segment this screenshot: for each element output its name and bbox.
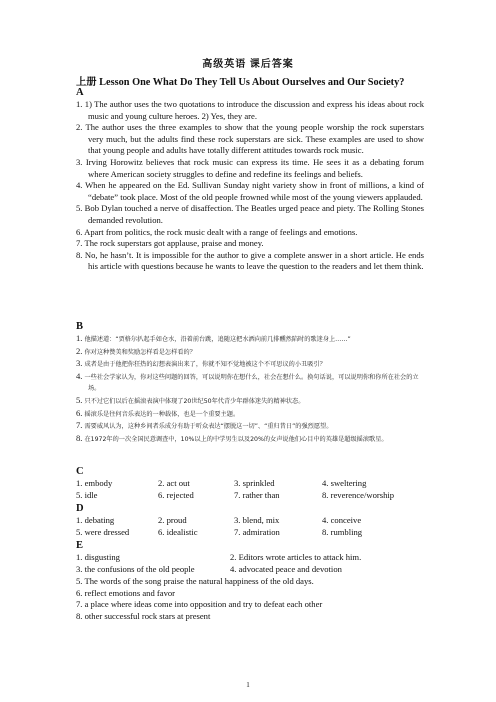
answer-cell: 4. sweltering	[322, 478, 367, 488]
section-b-heading: B	[76, 321, 84, 332]
section-d-heading: D	[76, 503, 84, 514]
answer-item: 8. No, he hasn’t. It is impossible for the author to give a complete answer in a short article. He ends his article with questions because he wants to leave the question to the readers and let them think.	[76, 249, 424, 272]
answer-cell: 2. proud	[158, 515, 187, 525]
document-title: 高级英语 课后答案	[202, 59, 294, 70]
translation-item: 3. 成者是由于他把你狂热的幻想表演出来了，你就不知不觉地被这个不可思议的小丑吸引？	[76, 358, 326, 369]
page-number: 1	[246, 681, 250, 689]
answer-cell: 3. blend, mix	[234, 515, 280, 525]
answer-cell: 3. the confusions of the old people	[76, 564, 195, 574]
answer-cell: 7. rather than	[234, 490, 280, 500]
answer-cell: 2. act out	[158, 478, 190, 488]
section-b-translations	[76, 333, 424, 445]
answer-cell: 7. admiration	[234, 527, 280, 537]
answer-cell: 2. Editors wrote articles to attack him.	[230, 552, 362, 562]
answer-item: 8. other successful rock stars at present	[76, 610, 211, 621]
answer-item: 6. Apart from politics, the rock music dealt with a range of feelings and emotions.	[76, 226, 358, 237]
answer-cell: 6. idealistic	[158, 527, 198, 537]
answer-cell: 8. rumbling	[322, 527, 363, 537]
answer-item: 6. reflect emotions and favor	[76, 587, 176, 598]
translation-item: 2. 你对这种赞美和奖励怎样看是怎样看的？	[76, 345, 196, 356]
answer-cell: 1. debating	[76, 515, 115, 525]
section-e-lines	[76, 576, 424, 622]
section-a-answers	[76, 99, 424, 273]
section-c-heading: C	[76, 466, 84, 477]
answer-item: 5. Bob Dylan touched a nerve of disaffection. The Beatles urged peace and piety. The Rolling Stones demanded revolution.	[76, 203, 424, 225]
translation-item: 5. 只不过它们以后在摇滚表演中体现了20世纪50年代青少年群体迷失的精神状态。	[76, 394, 305, 405]
lesson-heading: 上册 Lesson One What Do They Tell Us About Ourselves and Our Society?	[76, 77, 405, 88]
answer-item: 5. The words of the song praise the natural happiness of the old days.	[76, 576, 314, 586]
answer-item: 3. Irving Horowitz believes that rock music can express its time. He sees it as a debating forum where American society struggles to define and redefine its feelings and beliefs.	[76, 156, 424, 179]
answer-item: 1. 1) The author uses the two quotations to introduce the discussion and express his ideas about rock music and young culture heroes. 2) Yes, they are.	[76, 99, 424, 121]
answer-cell: 1. disgusting	[76, 552, 120, 562]
answer-item: 4. When he appeared on the Ed. Sullivan Sunday night variety show in front of millions, a kind of “debate” took place. Most of the old people frowned while most of the young viewers applauded.	[76, 180, 424, 202]
answer-cell: 4. conceive	[322, 515, 362, 525]
answer-cell: 6. rejected	[158, 490, 194, 500]
answer-item: 2. The author uses the three examples to show that the young people worship the rock superstars very much, but the adults find these rock superstars are sick. These examples are used to show that young people and adults have totally different attitudes towards rock music.	[76, 122, 424, 156]
answer-item: 7. a place where ideas come into opposition and try to defeat each other	[76, 599, 323, 610]
answer-cell: 4. advocated peace and devotion	[230, 564, 342, 574]
translation-item: 1. 他描述道：“贾格尔扒起手如仓水，沿着前台跳，追随这把水洒向前几排醺然陷时的歌迷身上……”	[76, 333, 351, 343]
section-a-heading: A	[76, 87, 84, 98]
translation-item: 4. 一些社会学家认为，你对这些问题的回答，可以说明你在想什么，社会在想什么。换句话说，可以说明你和你所在社会的立场。	[76, 370, 419, 393]
answer-item: 7. The rock superstars got applause, praise and money.	[76, 238, 264, 249]
translation-item: 8. 在1972年的一次全国民意调查中，10%以上的中学男生以及20%的女声说他们心目中的英雄是超级摇滚歌星。	[76, 432, 388, 443]
translation-item: 6. 摇滚乐是往何音乐表达的一种载体，也是一个重要主题。	[76, 407, 240, 418]
answer-cell: 5. idle	[76, 490, 98, 500]
answer-cell: 8. reverence/worship	[322, 490, 395, 500]
section-e-heading: E	[76, 540, 84, 551]
translation-item: 7. 需要威风认为，这种乡间者乐成分有助于听众表达“摆脱这一切”、“重归昔日”的强烈愿望。	[76, 420, 333, 431]
answer-cell: 3. sprinkled	[234, 478, 275, 488]
answer-cell: 1. embody	[76, 478, 113, 488]
answer-cell: 5. were dressed	[76, 527, 130, 537]
